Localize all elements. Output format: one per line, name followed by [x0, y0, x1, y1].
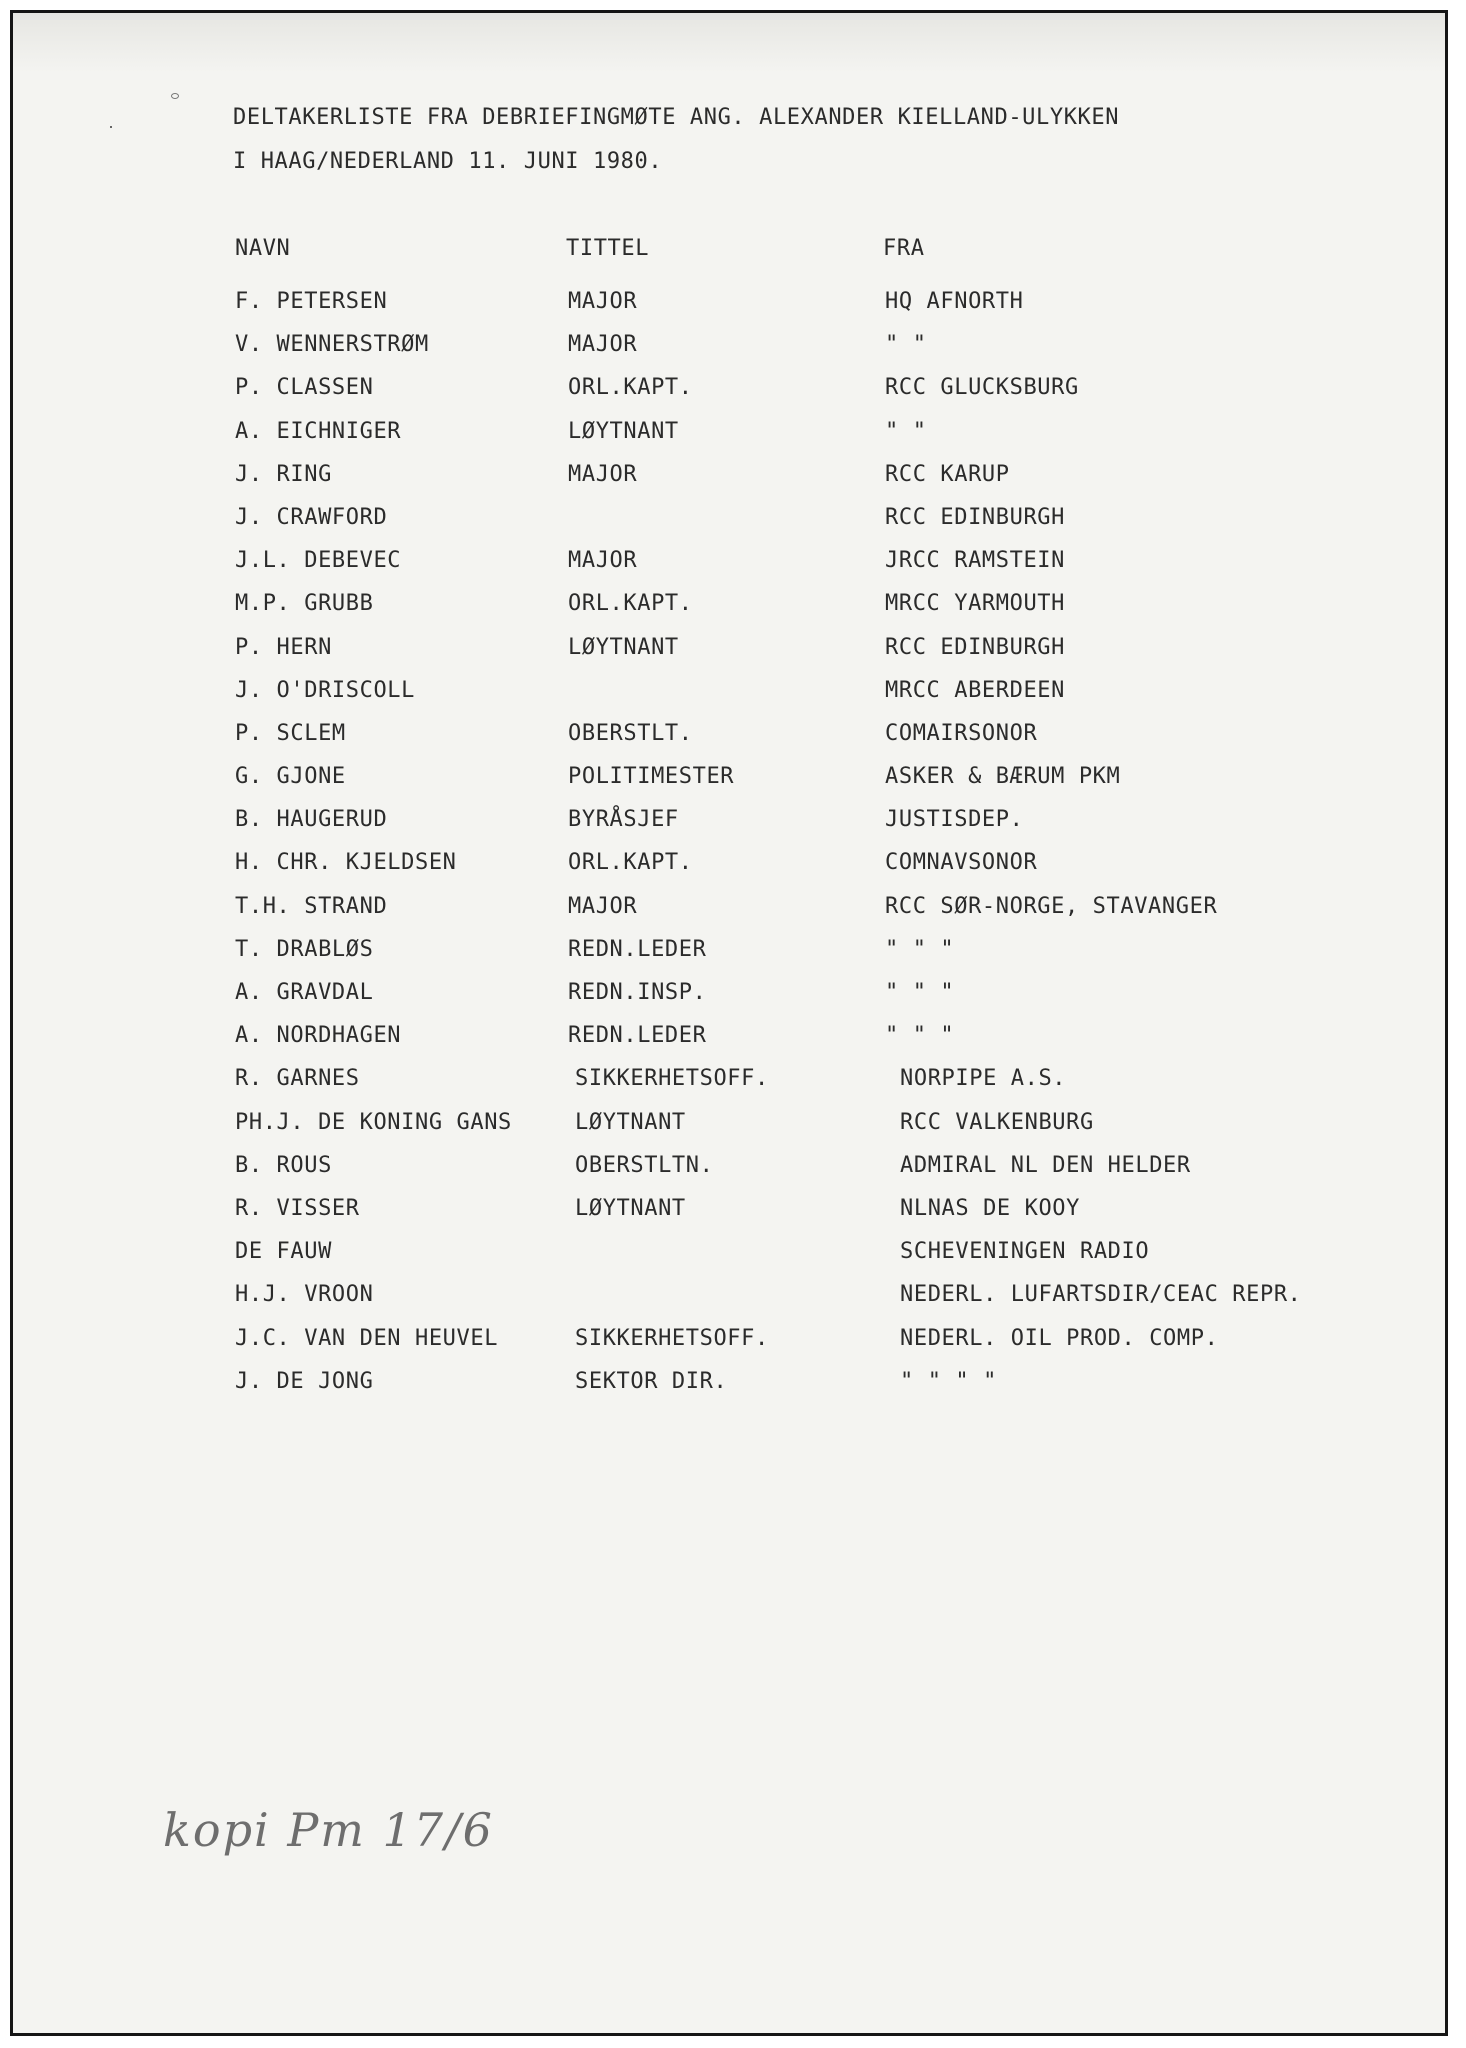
participant-from: COMAIRSONOR	[885, 720, 1038, 746]
participant-name: J. O'DRISCOLL	[235, 677, 415, 703]
participant-title: LØYTNANT	[575, 1195, 686, 1221]
participant-from: MRCC ABERDEEN	[885, 677, 1065, 703]
participant-name: P. CLASSEN	[235, 375, 374, 401]
handwritten-note: kopi Pm 17/6	[163, 1803, 494, 1857]
participant-name: T.H. STRAND	[235, 893, 388, 919]
participant-from: NEDERL. LUFARTSDIR/CEAC REPR.	[900, 1282, 1302, 1308]
participant-from: NEDERL. OIL PROD. COMP.	[900, 1325, 1219, 1351]
participant-row	[13, 937, 1445, 980]
participant-from: " " " "	[900, 1368, 997, 1394]
participant-row	[13, 807, 1445, 850]
hole-punch-mark	[171, 93, 179, 99]
participant-row	[13, 980, 1445, 1023]
participant-name: R. GARNES	[235, 1066, 360, 1092]
participant-name: PH.J. DE KONING GANS	[235, 1109, 512, 1135]
participant-from: SCHEVENINGEN RADIO	[900, 1239, 1150, 1265]
participant-title: SIKKERHETSOFF.	[575, 1325, 769, 1351]
participant-from: ADMIRAL NL DEN HELDER	[900, 1152, 1191, 1178]
participant-from: JUSTISDEP.	[885, 807, 1024, 833]
participant-name: H. CHR. KJELDSEN	[235, 850, 457, 876]
participant-row	[13, 462, 1445, 505]
speck-mark	[110, 126, 112, 128]
participant-row	[13, 1153, 1445, 1196]
participant-from: HQ AFNORTH	[885, 289, 1024, 314]
participant-title: MAJOR	[568, 893, 638, 919]
participant-row	[13, 1023, 1445, 1066]
participant-name: A. GRAVDAL	[235, 980, 374, 1005]
participant-row	[13, 850, 1445, 893]
participant-title: REDN.INSP.	[568, 980, 707, 1005]
participant-title: MAJOR	[568, 332, 638, 358]
participant-title: POLITIMESTER	[568, 764, 735, 790]
participant-from: JRCC RAMSTEIN	[885, 548, 1065, 574]
participant-from: ASKER & BÆRUM PKM	[885, 764, 1121, 790]
column-header-fra: FRA	[883, 236, 925, 261]
participant-title: ORL.KAPT.	[568, 375, 693, 401]
participant-row	[13, 894, 1445, 937]
document-page	[10, 10, 1448, 2036]
participant-name: J. DE JONG	[235, 1368, 374, 1394]
participant-title: SIKKERHETSOFF.	[575, 1066, 769, 1092]
participant-name: P. SCLEM	[235, 720, 346, 746]
participant-from: " "	[885, 332, 927, 358]
participant-name: G. GJONE	[235, 764, 346, 790]
participant-title: LØYTNANT	[575, 1109, 686, 1135]
participant-row	[13, 1066, 1445, 1109]
participant-name: P. HERN	[235, 634, 332, 660]
participant-name: H.J. VROON	[235, 1282, 374, 1308]
participant-row	[13, 764, 1445, 807]
participant-title: LØYTNANT	[568, 634, 679, 660]
participant-from: " " "	[885, 980, 955, 1005]
participant-name: J.C. VAN DEN HEUVEL	[235, 1325, 499, 1351]
participant-title: ORL.KAPT.	[568, 591, 693, 617]
participant-from: RCC KARUP	[885, 461, 1010, 487]
participant-from: " " "	[885, 936, 955, 962]
participant-row	[13, 1369, 1445, 1412]
participant-from: RCC VALKENBURG	[900, 1109, 1094, 1135]
participant-row	[13, 289, 1445, 332]
participant-name: J. CRAWFORD	[235, 504, 388, 530]
participant-row	[13, 1326, 1445, 1369]
document-title-line1: DELTAKERLISTE FRA DEBRIEFINGMØTE ANG. ALEXANDER KIELLAND-ULYKKEN	[233, 105, 1120, 130]
document-title-line2: I HAAG/NEDERLAND 11. JUNI 1980.	[233, 149, 663, 174]
participant-row	[13, 548, 1445, 591]
participant-title: REDN.LEDER	[568, 936, 707, 962]
participant-name: M.P. GRUBB	[235, 591, 374, 617]
participant-from: " " "	[885, 1023, 955, 1049]
participant-row	[13, 505, 1445, 548]
participant-from: RCC GLUCKSBURG	[885, 375, 1079, 401]
participant-from: NORPIPE A.S.	[900, 1066, 1067, 1092]
participant-row	[13, 332, 1445, 375]
participant-from: RCC SØR-NORGE, STAVANGER	[885, 893, 1218, 919]
participant-from: " "	[885, 418, 927, 444]
participant-name: J. RING	[235, 461, 332, 487]
participant-row	[13, 1110, 1445, 1153]
participant-from: NLNAS DE KOOY	[900, 1195, 1080, 1221]
participant-row	[13, 721, 1445, 764]
participant-from: RCC EDINBURGH	[885, 504, 1065, 530]
participant-name: F. PETERSEN	[235, 289, 388, 314]
participant-row	[13, 1239, 1445, 1282]
participant-name: DE FAUW	[235, 1239, 332, 1265]
column-header-tittel: TITTEL	[566, 236, 650, 261]
participant-row	[13, 375, 1445, 418]
participant-from: COMNAVSONOR	[885, 850, 1038, 876]
participant-name: B. ROUS	[235, 1152, 332, 1178]
column-header-navn: NAVN	[235, 236, 291, 261]
participant-title: LØYTNANT	[568, 418, 679, 444]
participant-title: SEKTOR DIR.	[575, 1368, 728, 1394]
participant-title: MAJOR	[568, 289, 638, 314]
participant-name: V. WENNERSTRØM	[235, 332, 429, 358]
participant-name: A. NORDHAGEN	[235, 1023, 402, 1049]
participant-name: R. VISSER	[235, 1195, 360, 1221]
participant-title: MAJOR	[568, 548, 638, 574]
participant-name: A. EICHNIGER	[235, 418, 402, 444]
participant-name: B. HAUGERUD	[235, 807, 388, 833]
participant-row	[13, 678, 1445, 721]
participant-from: RCC EDINBURGH	[885, 634, 1065, 660]
participant-title: MAJOR	[568, 461, 638, 487]
participant-title: OBERSTLTN.	[575, 1152, 714, 1178]
participant-row	[13, 419, 1445, 462]
participant-from: MRCC YARMOUTH	[885, 591, 1065, 617]
participant-title: OBERSTLT.	[568, 720, 693, 746]
participant-title: REDN.LEDER	[568, 1023, 707, 1049]
participant-row	[13, 591, 1445, 634]
participant-row	[13, 1196, 1445, 1239]
participant-list	[13, 289, 1445, 1412]
participant-row	[13, 635, 1445, 678]
participant-title: BYRÅSJEF	[568, 807, 679, 833]
participant-name: J.L. DEBEVEC	[235, 548, 402, 574]
participant-title: ORL.KAPT.	[568, 850, 693, 876]
participant-row	[13, 1282, 1445, 1325]
participant-name: T. DRABLØS	[235, 936, 374, 962]
